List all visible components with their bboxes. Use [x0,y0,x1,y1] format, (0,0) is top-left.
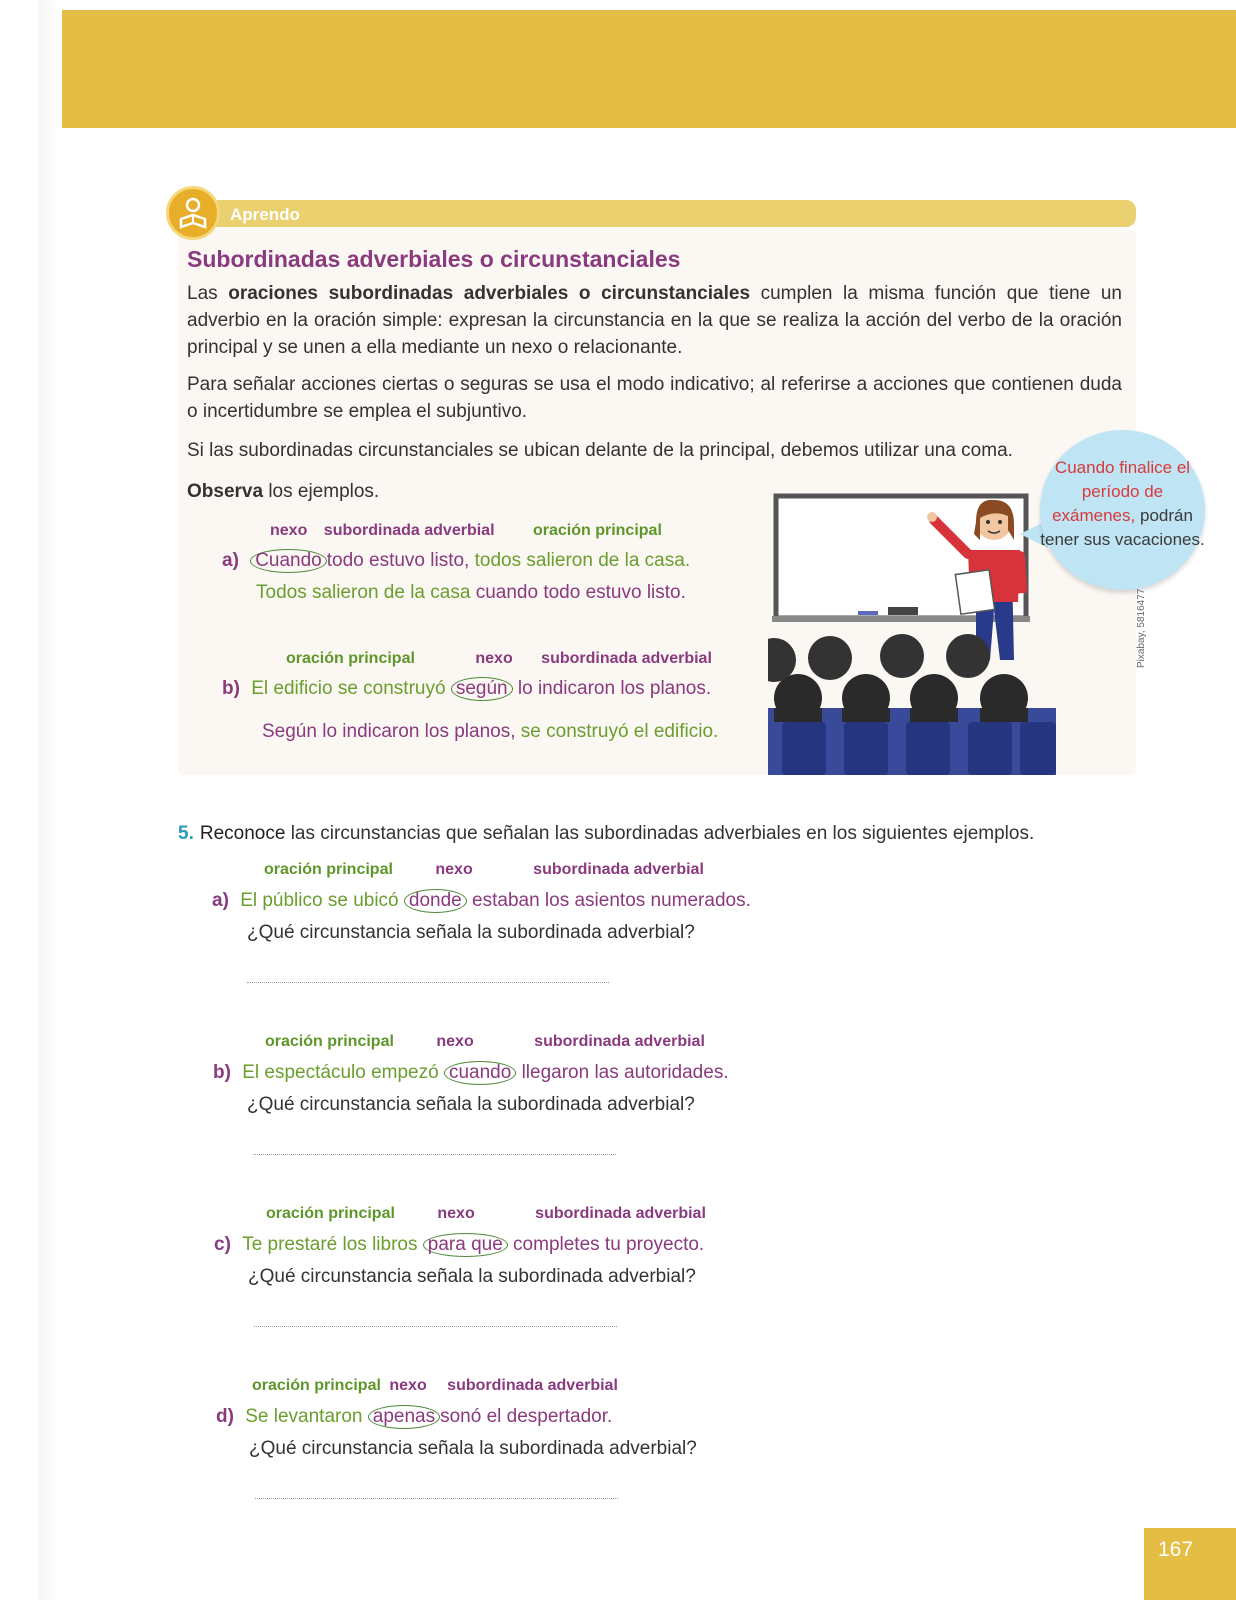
exercise-b-sentence: b) El espectáculo empezó cuando llegaron las autoridades. [213,1062,729,1083]
page-number: 167 [1144,1528,1236,1600]
nexo-circle: para que [423,1233,508,1257]
nexo-circle: según [451,677,513,701]
exercise-b-answer-line[interactable] [253,1154,616,1155]
exercise-a-answer-line[interactable] [247,982,609,983]
exercise-d-sentence: d) Se levantaron apenas sonó el despertador. [216,1406,613,1427]
exercise-c-answer-line[interactable] [254,1326,617,1327]
exercise-a-sentence: a) El público se ubicó donde estaban los asientos numerados. [212,890,751,911]
exercise-c-sentence: c) Te prestaré los libros para que completes tu proyecto. [214,1234,705,1255]
example-b-sentence: b) El edificio se construyó según lo indicaron los planos. [222,678,712,699]
example-b-sentence-inverted: Según lo indicaron los planos, se construyó el edificio. [262,721,719,742]
nexo-circle: Cuando [250,549,327,573]
aprendo-label: Aprendo [230,205,300,224]
aprendo-bar [190,200,1136,227]
exercise-c-labels: oración principal nexo subordinada adverbial [266,1205,706,1222]
exercise-5-instruction: 5. Reconoce las circunstancias que señalan las subordinadas adverbiales en los siguientes ejemplos. [178,823,1035,844]
example-a-sentence-inverted: Todos salieron de la casa cuando todo estuvo listo. [256,582,686,603]
exercise-c-question: ¿Qué circunstancia señala la subordinada adverbial? [248,1266,696,1287]
exercise-a-question: ¿Qué circunstancia señala la subordinada adverbial? [247,922,695,943]
nexo-circle: apenas [368,1405,440,1429]
lesson-paragraph-4: Observa los ejemplos. [187,481,380,502]
lesson-paragraph-3: Si las subordinadas circunstanciales se ubican delante de la principal, debemos utilizar una coma. [187,440,1013,461]
example-b-labels: oración principal nexo subordinada adverbial [286,650,712,667]
example-a-sentence: a) Cuando todo estuvo listo, todos salieron de la casa. [222,550,691,571]
marker [858,611,878,615]
lesson-paragraph-1: Las oraciones subordinadas adverbiales o circunstanciales cumplen la misma función que tiene un adverbio en la oración simple: expresan la circunstancia en la que se realiza la acción del verbo de la oración principal y se unen a ella mediante un nexo o relacionante. [187,283,1122,358]
exercise-a-labels: oración principal nexo subordinada adverbial [264,861,704,878]
header-band [62,10,1236,128]
nexo-circle: cuando [444,1061,516,1085]
exercise-b-question: ¿Qué circunstancia señala la subordinada adverbial? [247,1094,695,1115]
exercise-d-labels: oración principal nexo subordinada adverbial [252,1377,618,1394]
eraser [888,607,918,615]
speech-bubble: Cuando finalice el período de exámenes, podrán tener sus vacaciones. [1040,430,1205,590]
example-a-labels: nexo subordinada adverbial oración principal [270,522,662,539]
lesson-title: Subordinadas adverbiales o circunstanciales [187,246,681,272]
nexo-circle: donde [404,889,467,913]
reading-student-icon [166,186,220,240]
exercise-b-labels: oración principal nexo subordinada adverbial [265,1033,705,1050]
lesson-paragraph-2: Para señalar acciones ciertas o seguras se usa el modo indicativo; al referirse a acciones que contienen duda o incertidumbre se emplea el subjuntivo. [187,374,1122,422]
image-credit: Pixabay, 5816477 [1136,588,1147,668]
exercise-d-answer-line[interactable] [255,1498,618,1499]
page-gutter [38,0,58,1600]
exercise-d-question: ¿Qué circunstancia señala la subordinada adverbial? [249,1438,697,1459]
